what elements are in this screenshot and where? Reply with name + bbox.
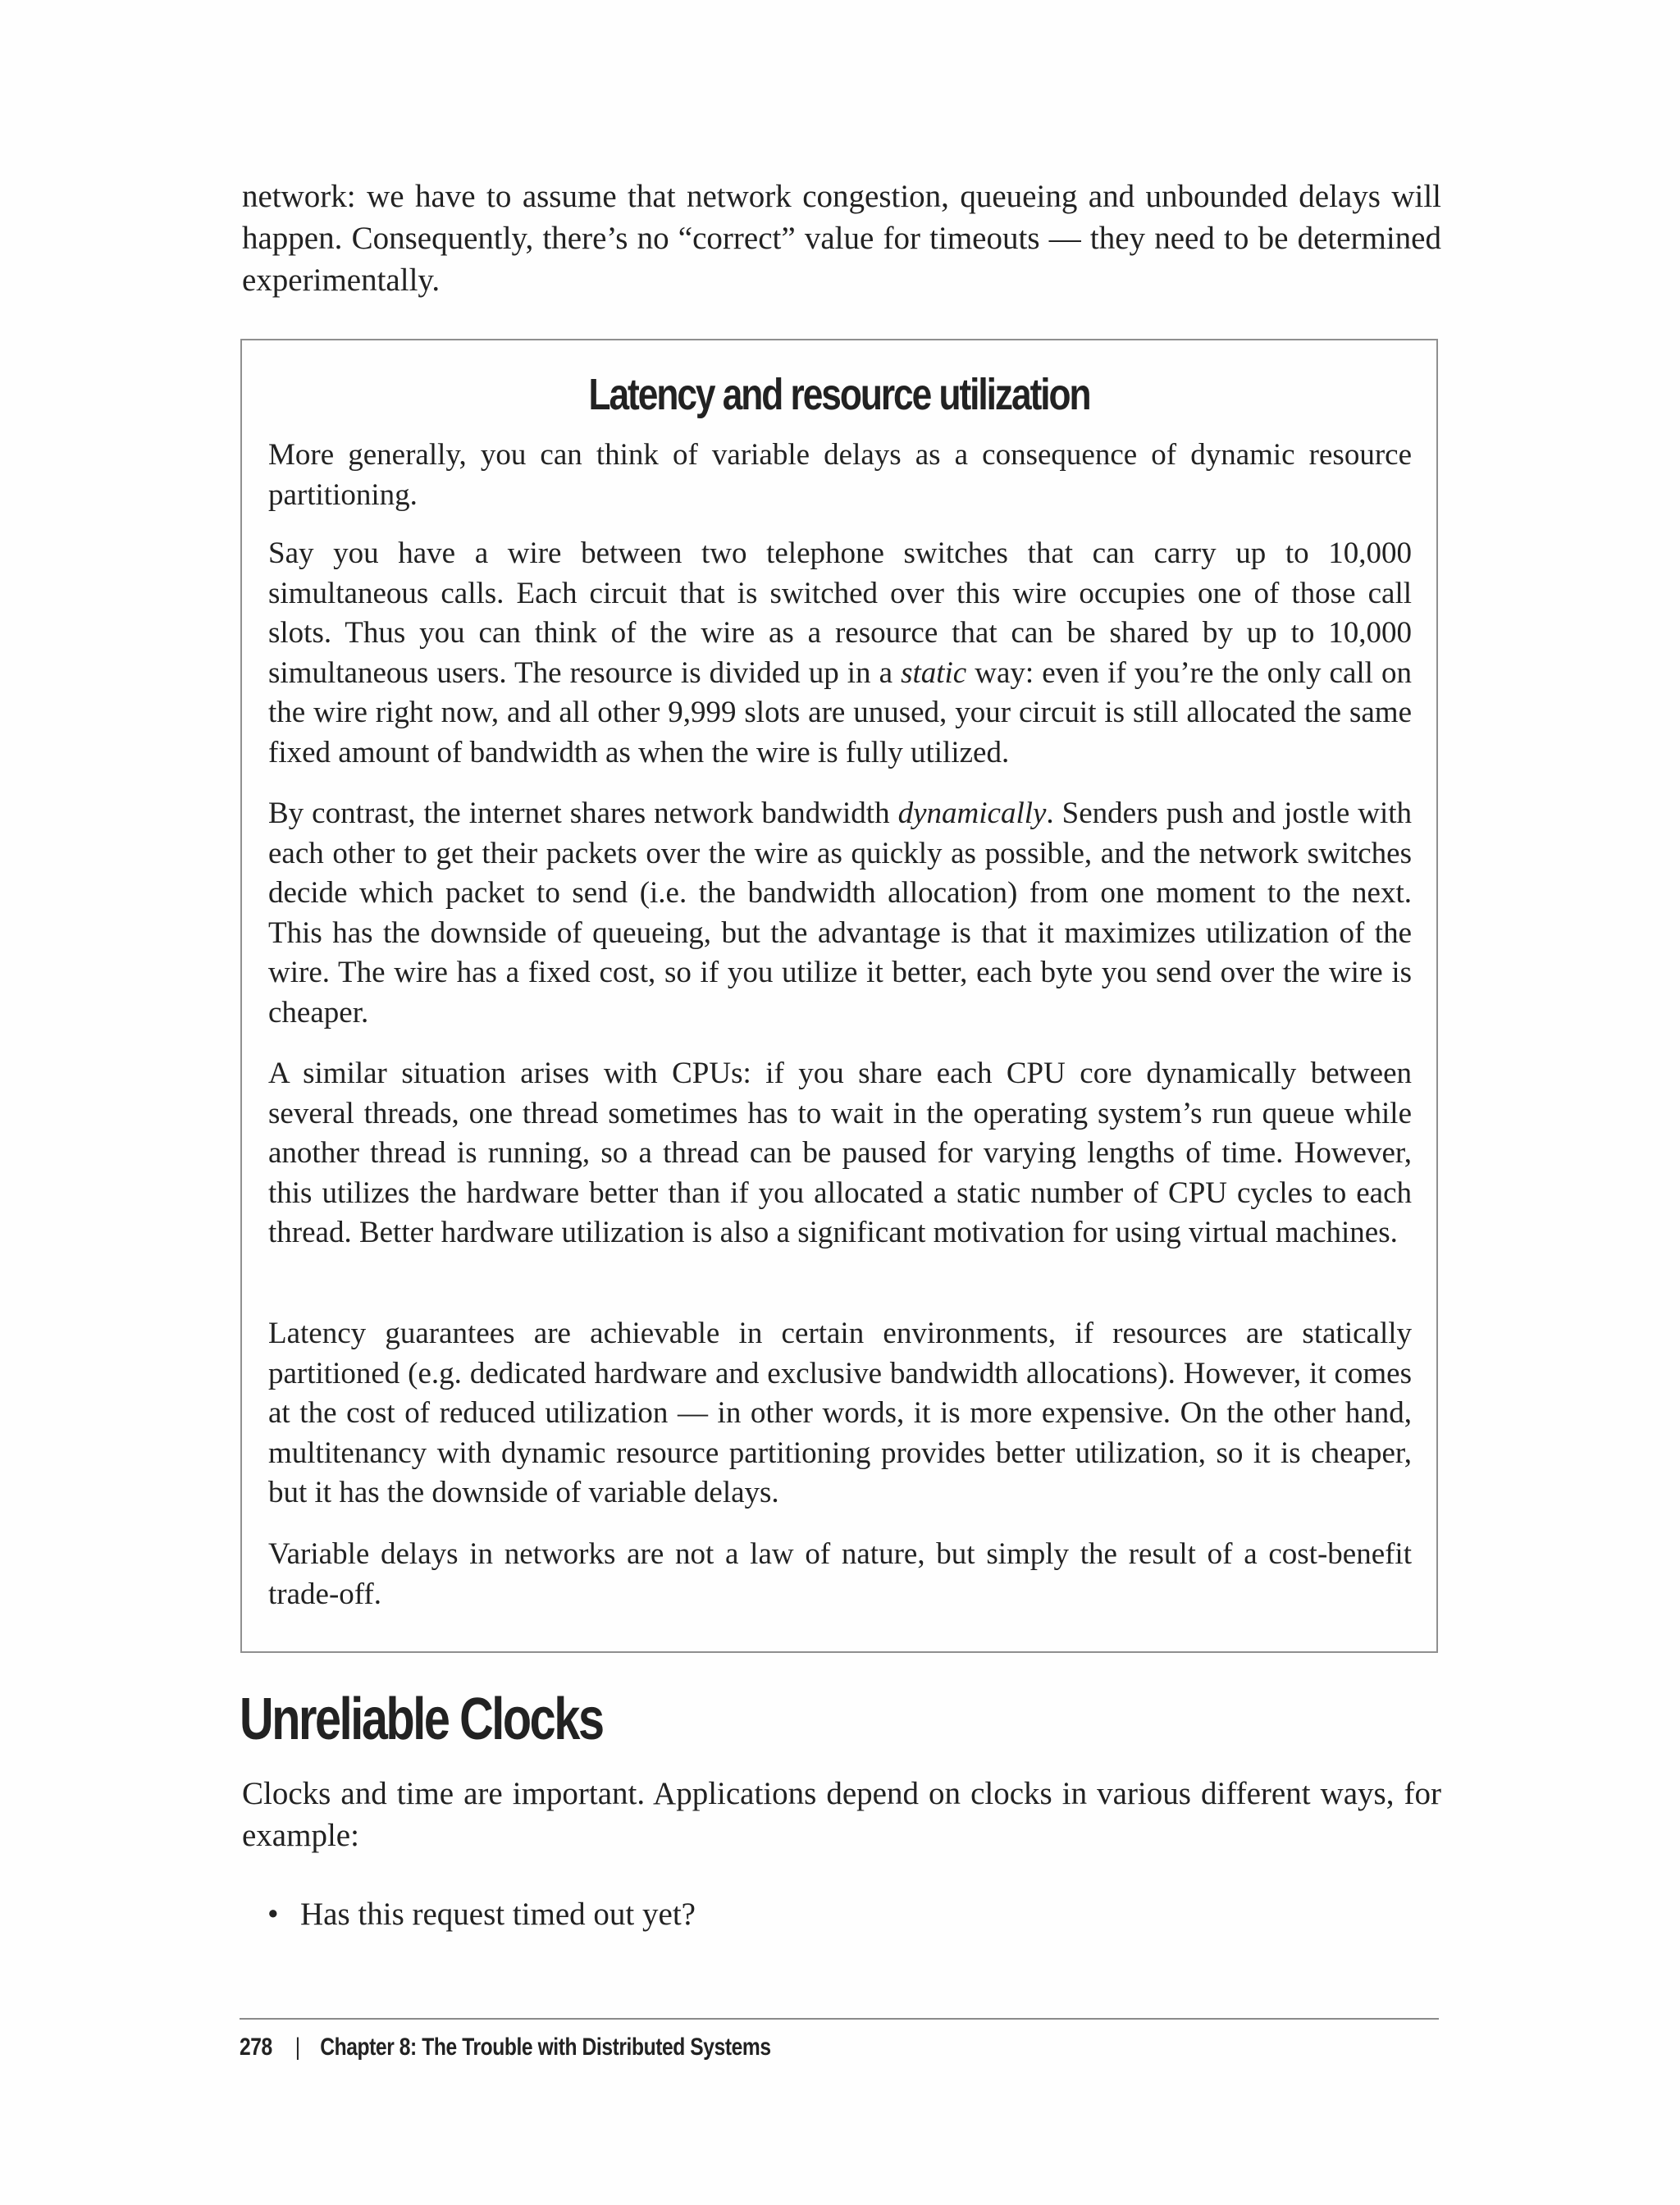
- sidebar-paragraph-6: Variable delays in networks are not a law of nature, but simply the result of a cost-benefit trade-off.: [268, 1537, 1412, 1611]
- sidebar-paragraph-5: Latency guarantees are achievable in certain environments, if resources are statically partitioned (e.g. dedicated hardware and exclusive bandwidth allocations). However, it comes at the cost of reduced utilization — in other words, it is more expensive. On the other hand, multitenancy with dynamic resource partitioning provides better utilization, so it is cheaper, but it has the downside of variable delays.: [268, 1317, 1412, 1509]
- footer-divider: [240, 2018, 1439, 2020]
- sidebar-title: Latency and resource utilization: [588, 370, 1090, 419]
- footer-separator: |: [294, 2034, 300, 2061]
- sidebar-paragraph-2-text-a: Say you have a wire between two telephone switches that can carry up to 10,000 simultaneous calls. Each circuit that is switched over this wire occupies one of those call slots. Thus you can think of the wire as a resource that can be shared by up to 10,000 simultaneous users. The resource is divided up in a: [268, 536, 1412, 690]
- section-paragraph: Clocks and time are important. Applications depend on clocks in various different ways, for example:: [242, 1776, 1441, 1853]
- intro-paragraph: network: we have to assume that network congestion, queueing and unbounded delays will happen. Consequently, there’s no “correct” value for timeouts — they need to be determined experimentally.: [242, 179, 1441, 298]
- sidebar-paragraph-3: [268, 794, 1412, 1033]
- sidebar-paragraph-3-text-b: . Senders push and jostle with each other to get their packets over the wire as quickly as possible, and the network switches decide which packet to send (i.e. the bandwidth allocation) from one moment to the next. This has the downside of queueing, but the advantage is that it maximizes utilization of the wire. The wire has a fixed cost, so if you utilize it better, each byte you send over the wire is cheaper.: [268, 797, 1413, 1029]
- page-footer: [240, 2031, 771, 2064]
- sidebar-box: [240, 339, 1438, 1653]
- sidebar-paragraph-4: A similar situation arises with CPUs: if you share each CPU core dynamically between several threads, one thread sometimes has to wait in the operating system’s run queue while another thread is running, so a thread can be paused for varying lengths of time. However, this utilizes the hardware better than if you allocated a static number of CPU cycles to each thread. Better hardware utilization is also a significant motivation for using virtual machines.: [268, 1057, 1412, 1249]
- list-item-text: Has this request timed out yet?: [300, 1897, 696, 1932]
- bullet-list: [267, 1893, 696, 1936]
- list-item: [267, 1893, 696, 1936]
- chapter-title: Chapter 8: The Trouble with Distributed Systems: [320, 2034, 771, 2061]
- sidebar-paragraph-2-emphasis: static: [901, 655, 967, 690]
- sidebar-paragraph-1: More generally, you can think of variable delays as a consequence of dynamic resource partitioning.: [268, 438, 1412, 512]
- sidebar-paragraph-3-emphasis: dynamically: [897, 797, 1047, 830]
- sidebar-paragraph-3-text-a: By contrast, the internet shares network bandwidth: [268, 797, 898, 830]
- sidebar-paragraph-2-text-b: way: even if you’re the only call on the wire right now, and all other 9,999 slots are unused, your circuit is still allocated the same fixed amount of bandwidth as when the wire is fully utilized.: [268, 655, 1412, 769]
- sidebar-paragraph-2: [268, 534, 1412, 773]
- section-heading: Unreliable Clocks: [240, 1687, 603, 1752]
- page-number: 278: [240, 2034, 272, 2061]
- bullet-icon: •: [267, 1897, 279, 1932]
